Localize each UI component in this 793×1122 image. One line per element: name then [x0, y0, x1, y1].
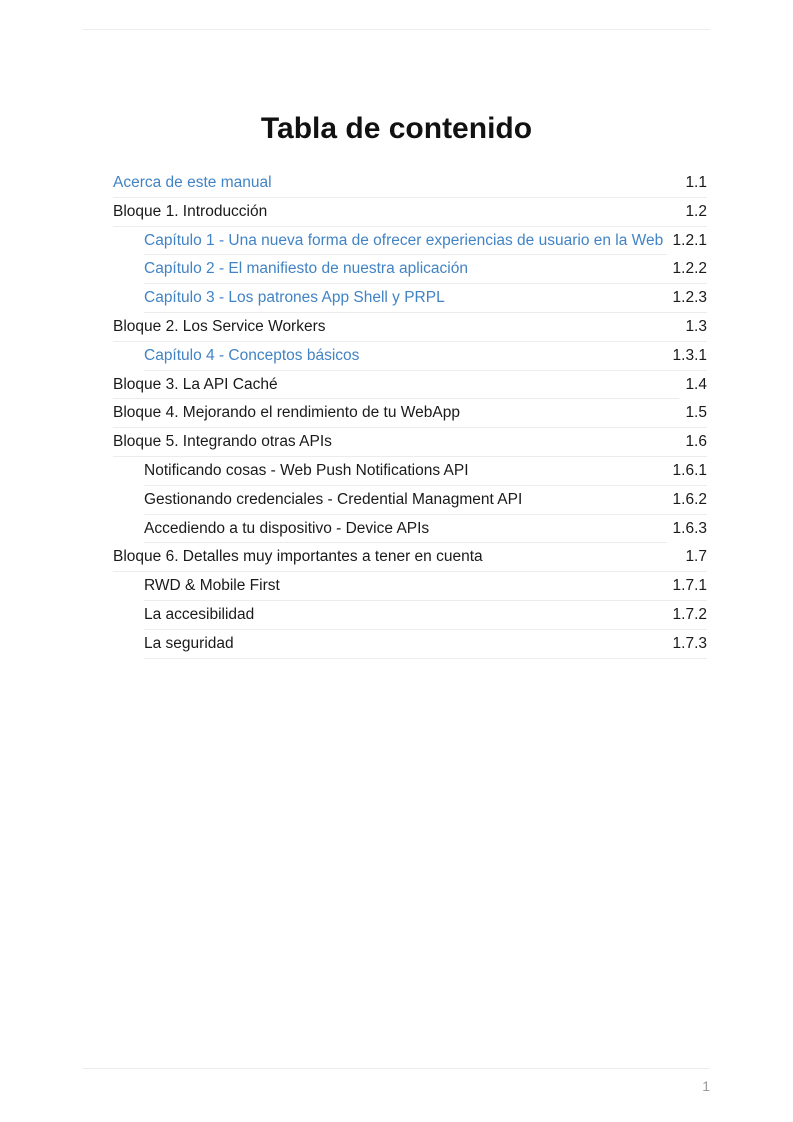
toc-entry-number: 1.2.3 [667, 284, 707, 312]
toc-entry-number: 1.5 [679, 399, 707, 427]
toc-entry-number: 1.7 [679, 543, 707, 571]
toc-entry-link[interactable]: Capítulo 3 - Los patrones App Shell y PRPL [144, 289, 445, 307]
toc-entry[interactable] [113, 169, 707, 198]
table-of-contents [113, 169, 707, 659]
toc-entry-number: 1.1 [679, 169, 707, 197]
toc-entry-row [144, 227, 707, 256]
toc-entry[interactable] [113, 255, 707, 284]
toc-entry [113, 428, 707, 457]
toc-entry-row [113, 399, 707, 428]
toc-entry-row [144, 572, 707, 601]
toc-entry-label: Bloque 2. Los Service Workers [113, 317, 326, 335]
toc-entry [113, 630, 707, 659]
toc-entry [113, 198, 707, 227]
toc-entry-number: 1.7.2 [667, 601, 707, 629]
toc-entry-number: 1.2 [679, 198, 707, 226]
toc-entry [113, 601, 707, 630]
toc-entry-link[interactable]: Capítulo 4 - Conceptos básicos [144, 346, 360, 364]
toc-entry-label: Gestionando credenciales - Credential Managment API [144, 490, 523, 508]
toc-entry-row [144, 486, 707, 515]
toc-entry [113, 515, 707, 544]
toc-entry-row [144, 284, 707, 313]
toc-entry-number: 1.3.1 [667, 342, 707, 370]
toc-entry-row [113, 198, 707, 227]
toc-entry-number: 1.2.2 [667, 255, 707, 283]
toc-entry [113, 399, 707, 428]
toc-entry [113, 543, 707, 572]
toc-entry-label: RWD & Mobile First [144, 577, 280, 595]
toc-entry [113, 457, 707, 486]
header-rule [83, 29, 710, 30]
toc-entry-label: La accesibilidad [144, 605, 255, 623]
page-title: Tabla de contenido [260, 112, 533, 145]
toc-entry-number: 1.7.1 [667, 572, 707, 600]
toc-entry-link[interactable]: Capítulo 1 - Una nueva forma de ofrecer experiencias de usuario en la Web [144, 231, 664, 249]
toc-entry-number: 1.6 [679, 428, 707, 456]
toc-entry-link[interactable]: Acerca de este manual [113, 174, 272, 191]
page-number: 1 [702, 1078, 710, 1094]
toc-entry-row [113, 428, 707, 457]
toc-entry-row [144, 342, 707, 371]
toc-entry [113, 313, 707, 342]
toc-entry[interactable] [113, 227, 707, 256]
toc-entry-number: 1.4 [679, 371, 707, 399]
toc-entry-label: La seguridad [144, 634, 234, 652]
toc-entry [113, 572, 707, 601]
toc-entry-row [144, 457, 707, 486]
toc-entry-row [144, 515, 707, 544]
toc-entry-label: Bloque 1. Introducción [113, 202, 268, 220]
toc-entry-number: 1.7.3 [667, 630, 707, 658]
toc-entry-row [113, 543, 707, 572]
toc-entry [113, 371, 707, 400]
toc-entry-number: 1.6.3 [667, 515, 707, 543]
toc-entry-row [144, 601, 707, 630]
toc-entry-label: Accediendo a tu dispositivo - Device APIs [144, 519, 430, 537]
toc-entry [113, 486, 707, 515]
toc-entry-link[interactable]: Capítulo 2 - El manifiesto de nuestra aplicación [144, 260, 468, 278]
toc-entry-row [113, 313, 707, 342]
toc-entry-label: Bloque 6. Detalles muy importantes a tener en cuenta [113, 548, 483, 566]
toc-entry[interactable] [113, 284, 707, 313]
footer-rule [83, 1068, 710, 1069]
toc-entry-label: Bloque 4. Mejorando el rendimiento de tu WebApp [113, 404, 460, 422]
toc-entry-number: 1.2.1 [667, 227, 707, 255]
toc-entry-row [113, 169, 707, 198]
toc-entry-row [113, 371, 707, 400]
toc-entry-number: 1.3 [679, 313, 707, 341]
toc-entry-label: Notificando cosas - Web Push Notifications API [144, 461, 469, 479]
toc-entry-row [144, 255, 707, 284]
toc-entry-number: 1.6.2 [667, 486, 707, 514]
toc-entry-row [144, 630, 707, 659]
toc-entry-label: Bloque 5. Integrando otras APIs [113, 433, 332, 451]
toc-entry[interactable] [113, 342, 707, 371]
toc-entry-label: Bloque 3. La API Caché [113, 375, 278, 393]
toc-entry-number: 1.6.1 [667, 457, 707, 485]
